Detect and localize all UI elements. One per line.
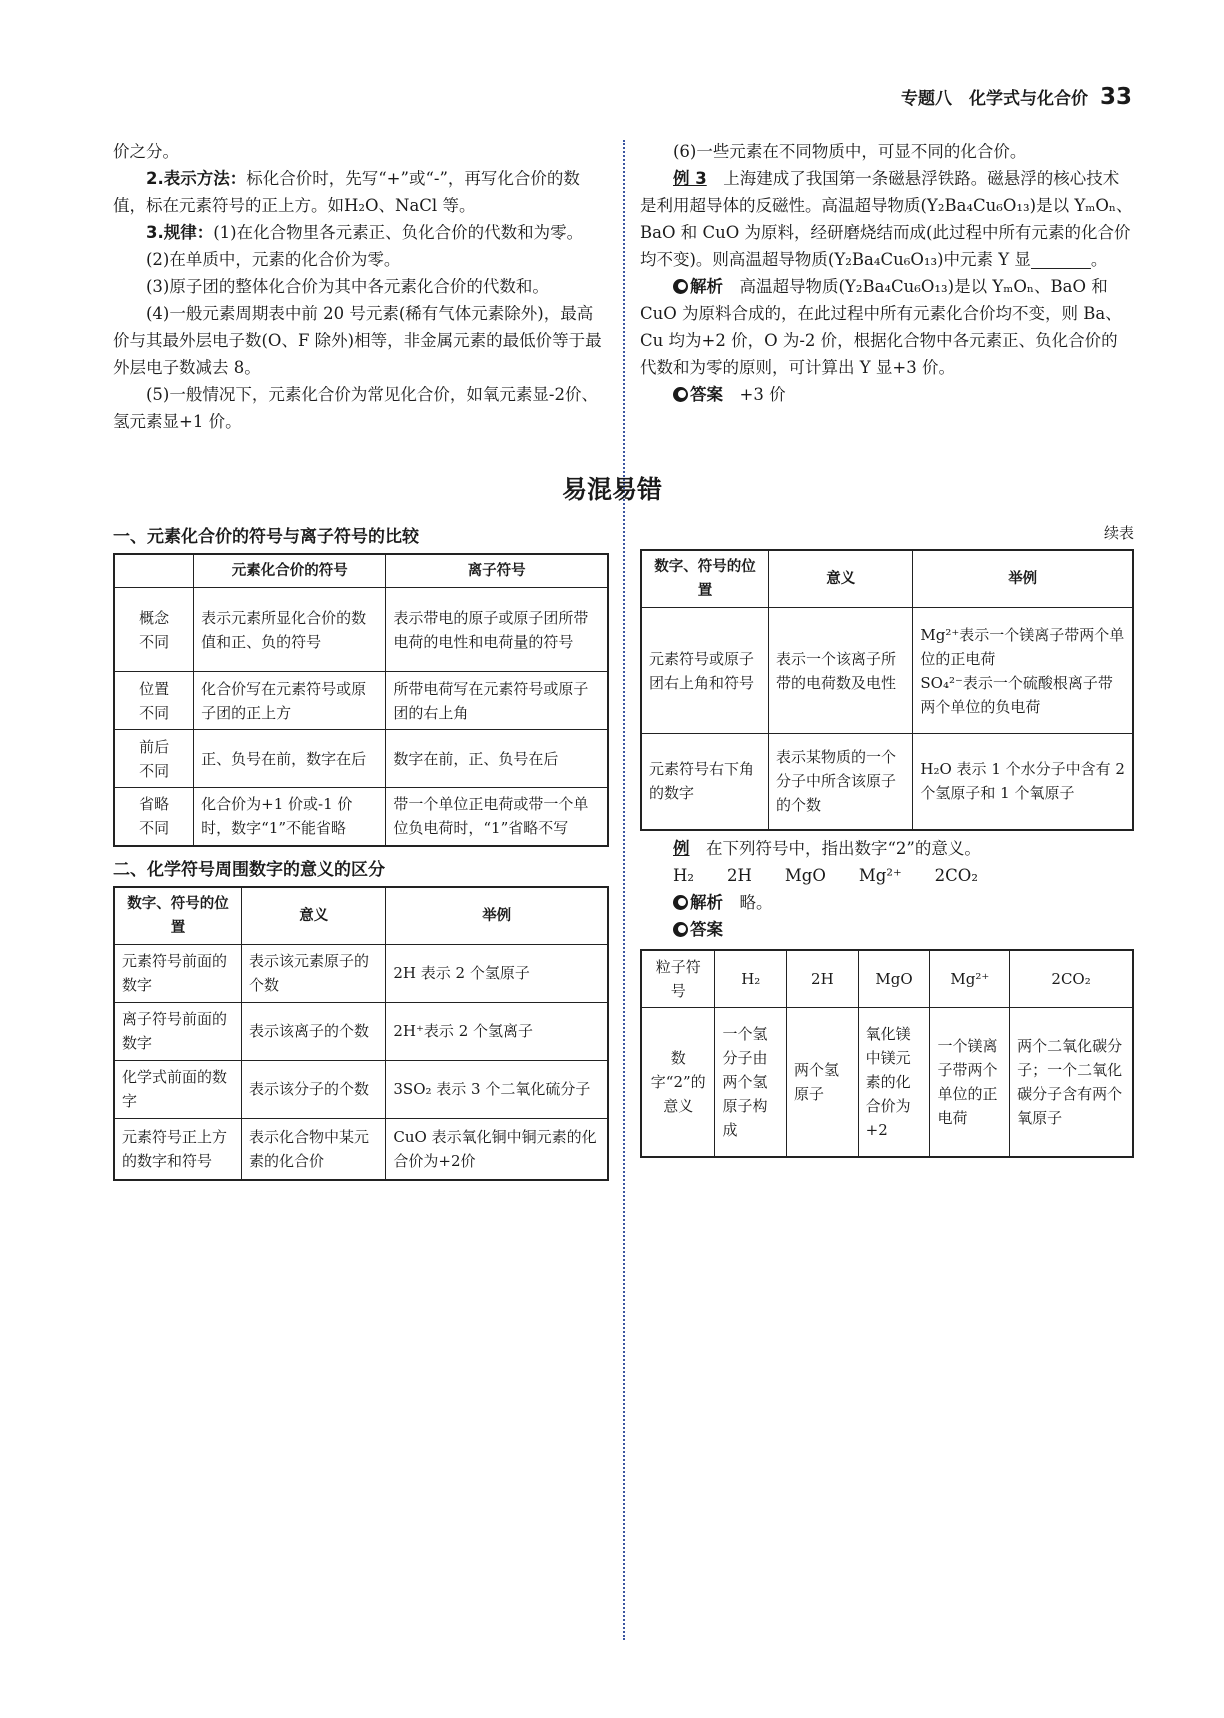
table-cell: 省略 不同 (114, 788, 194, 846)
table-cell: 两个氢原子 (787, 1007, 859, 1157)
table-cell: 两个二氧化碳分子；一个二氧化碳分子含有两个氧原子 (1010, 1007, 1133, 1157)
continued-label: 续表 (1103, 524, 1134, 542)
column-divider (623, 140, 625, 1640)
table-cell: 元素符号右下角的数字 (641, 734, 769, 830)
answer-label: 答案 (690, 385, 723, 404)
right-tables (640, 522, 1134, 1158)
table-cell: 元素符号正上方的数字和符号 (114, 1118, 242, 1180)
table3-header-row (641, 550, 1133, 608)
table4-header: Mg²⁺ (930, 950, 1010, 1008)
symbol: 2CO₂ (934, 865, 978, 885)
table-cell: 表示该元素原子的个数 (242, 944, 386, 1002)
header-title: 专题八 化学式与化合价 (900, 89, 1088, 109)
example-text: 在下列符号中，指出数字“2”的意义。 (706, 838, 981, 858)
table-number-meaning-continued (640, 549, 1134, 831)
answer-icon (673, 922, 688, 937)
rule-3: (3)原子团的整体化合价为其中各元素化合价的代数和。 (146, 277, 549, 296)
table-cell: 表示该离子的个数 (242, 1002, 386, 1060)
table4-header: MgO (858, 950, 930, 1008)
answer-text: +3 价 (739, 385, 786, 404)
table2-header: 数字、符号的位置 (114, 887, 242, 945)
table-row (641, 734, 1133, 830)
table-cell: 前后 不同 (114, 730, 194, 788)
analysis-text: 高温超导物质(Y₂Ba₄Cu₆O₁₃)是以 YₘOₙ、BaO 和 CuO 为原料合成的，在此过程中所有元素化合价均不变，则 Ba、Cu 均为+2 价，O 为-2 价，根据化合物中各元素正、负化合价的代数和为零的原则，可计算出 Y 显+3 价。 (640, 277, 1122, 377)
table-cell: 数字“2”的意义 (641, 1007, 715, 1157)
table-cell: 元素符号或原子团右上角和符号 (641, 608, 769, 734)
symbol: Mg²⁺ (858, 865, 902, 885)
table2-header-row (114, 887, 608, 945)
example-question (640, 835, 1134, 862)
table-row (114, 788, 608, 846)
table4-header-row (641, 950, 1133, 1008)
left-tables (113, 522, 609, 1181)
table3-header: 举例 (913, 550, 1133, 608)
table2-header: 举例 (386, 887, 608, 945)
rule-1: (1)在化合物里各元素正、负化合价的代数和为零。 (213, 223, 584, 242)
symbol: H₂ (673, 865, 695, 885)
example-analysis-text: 略。 (739, 892, 773, 912)
table3-header: 数字、符号的位置 (641, 550, 769, 608)
example-block (640, 835, 1134, 943)
rule-6: (6)一些元素在不同物质中，可显不同的化合价。 (673, 142, 1027, 161)
table-cell: 离子符号前面的数字 (114, 1002, 242, 1060)
table1-header (114, 554, 194, 588)
table1-header-row (114, 554, 608, 588)
example-answer-label: 答案 (690, 919, 723, 939)
example-3-label: 例 3 (673, 169, 707, 188)
rule-4: (4)一般元素周期表中前 20 号元素(稀有气体元素除外)，最高价与其最外层电子数(O、F 除外)相等，非金属元素的最低价等于最外层电子数减去 8。 (113, 304, 602, 377)
right-top-text (640, 138, 1134, 408)
answer-icon (673, 387, 688, 402)
table-cell: 化合价为+1 价或-1 价时，数字“1”不能省略 (194, 788, 386, 846)
table-cell: 数字在前，正、负号在后 (386, 730, 608, 788)
table-row (114, 1118, 608, 1180)
page-number: 33 (1099, 84, 1132, 110)
table-cell: H₂O 表示 1 个水分子中含有 2 个氢原子和 1 个氧原子 (913, 734, 1133, 830)
answer-paragraph (640, 381, 1134, 408)
table-cell: 2H⁺表示 2 个氢离子 (386, 1002, 608, 1060)
table-cell: 化学式前面的数字 (114, 1060, 242, 1118)
table-row (114, 730, 608, 788)
table4-header: 2CO₂ (1010, 950, 1133, 1008)
example-3 (640, 165, 1134, 273)
table3-header: 意义 (769, 550, 913, 608)
table-cell: CuO 表示氧化铜中铜元素的化合价为+2价 (386, 1118, 608, 1180)
table-row (114, 944, 608, 1002)
left-top-text (113, 138, 609, 435)
table-cell: 化合价写在元素符号或原子团的正上方 (194, 672, 386, 730)
table-cell: 所带电荷写在元素符号或原子团的右上角 (386, 672, 608, 730)
table-cell: 正、负号在前，数字在后 (194, 730, 386, 788)
table2-header: 意义 (242, 887, 386, 945)
section-title: 易混易错 (561, 475, 662, 504)
continuation-line: 价之分。 (113, 142, 179, 161)
table-cell: 2H 表示 2 个氢原子 (386, 944, 608, 1002)
table-cell: Mg²⁺表示一个镁离子带两个单位的正电荷 SO₄²⁻表示一个硫酸根离子带两个单位的负电荷 (913, 608, 1133, 734)
table-cell: 表示带电的原子或原子团所带电荷的电性和电荷量的符号 (386, 588, 608, 672)
method-text: 标化合价时，先写“+”或“-”，再写化合价的数值，标在元素符号的正上方。如 (113, 169, 580, 215)
table-row (641, 608, 1133, 734)
table-cell: 位置 不同 (114, 672, 194, 730)
table-cell: 氧化镁中镁元素的化合价为+2 (858, 1007, 930, 1157)
example-symbols (640, 862, 1134, 889)
analysis-icon (673, 279, 688, 294)
symbol: 2H (727, 865, 752, 885)
table-cell: 元素符号前面的数字 (114, 944, 242, 1002)
table-row (114, 672, 608, 730)
table-cell: 带一个单位正电荷或带一个单位负电荷时，“1”省略不写 (386, 788, 608, 846)
table4-header: 2H (787, 950, 859, 1008)
method-paragraph (113, 165, 609, 219)
example-3-text: 上海建成了我国第一条磁悬浮铁路。磁悬浮的核心技术是利用超导体的反磁性。高温超导物质(Y₂Ba₄Cu₆O₁₃)是以 YₘOₙ、BaO 和 CuO 为原料，经研磨烧结而成(此过程中所有元素的化合价均不变)。则高温超导物质(Y₂Ba₄Cu₆O₁₃)中元素 Y 显 (640, 169, 1133, 269)
table-cell: 表示元素所显化合价的数值和正、负的符号 (194, 588, 386, 672)
table-answer (640, 949, 1134, 1159)
symbol: MgO (784, 865, 826, 885)
table-cell: 概念 不同 (114, 588, 194, 672)
table1-heading: 一、元素化合价的符号与离子符号的比较 (113, 527, 419, 547)
table-cell: 表示化合物中某元素的化合价 (242, 1118, 386, 1180)
method-examples: H₂O、NaCl 等。 (344, 196, 476, 215)
table-cell: 表示该分子的个数 (242, 1060, 386, 1118)
rule-label: 3.规律： (146, 223, 214, 242)
rule-paragraph (113, 219, 609, 246)
table1-header: 元素化合价的符号 (194, 554, 386, 588)
analysis-paragraph (640, 273, 1134, 381)
example-3-end: 。 (1090, 250, 1108, 269)
page-header (901, 84, 1132, 110)
example-label: 例 (673, 838, 690, 858)
table-row (114, 1060, 608, 1118)
table1-header: 离子符号 (386, 554, 608, 588)
table-cell: 表示某物质的一个分子中所含该原子的个数 (769, 734, 913, 830)
example-answer (640, 916, 1134, 943)
method-label: 2.表示方法： (146, 169, 247, 188)
example-analysis-label: 解析 (690, 892, 723, 912)
table-cell: 一个氢分子由两个氢原子构成 (715, 1007, 787, 1157)
rule-2: (2)在单质中，元素的化合价为零。 (146, 250, 401, 269)
table-number-meaning (113, 886, 609, 1182)
analysis-label: 解析 (690, 277, 723, 296)
table4-header: H₂ (715, 950, 787, 1008)
table-cell: 3SO₂ 表示 3 个二氧化硫分子 (386, 1060, 608, 1118)
table-row (641, 1007, 1133, 1157)
table-cell: 表示一个该离子所带的电荷数及电性 (769, 608, 913, 734)
table-cell: 一个镁离子带两个单位的正电荷 (930, 1007, 1010, 1157)
table-row (114, 588, 608, 672)
example-analysis (640, 889, 1134, 916)
table2-heading: 二、化学符号周围数字的意义的区分 (113, 859, 385, 880)
analysis-icon (673, 895, 688, 910)
table-row (114, 1002, 608, 1060)
table4-header: 粒子符号 (641, 950, 715, 1008)
answer-blank (1031, 250, 1091, 269)
table-valence-vs-ion (113, 553, 609, 847)
rule-5: (5)一般情况下，元素化合价为常见化合价，如氧元素显-2价、氢元素显+1 价。 (113, 385, 598, 431)
